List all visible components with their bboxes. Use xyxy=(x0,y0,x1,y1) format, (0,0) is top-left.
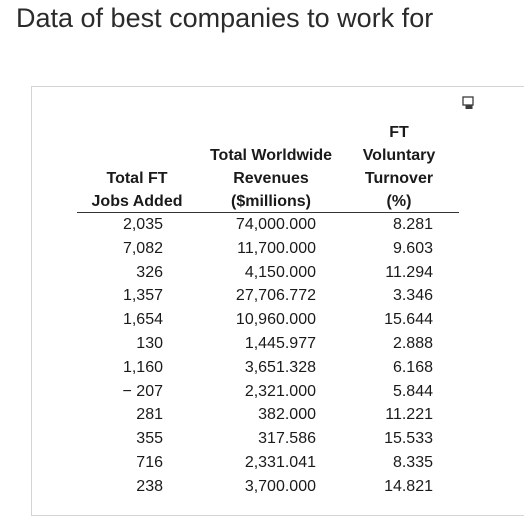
jobs-added-cell: 2,035 xyxy=(122,216,163,233)
revenues-cell: 11,700.000 xyxy=(237,240,316,257)
turnover-cell: 6.168 xyxy=(392,359,433,376)
jobs-added-cell: 1,654 xyxy=(122,311,163,328)
turnover-cell: 3.346 xyxy=(392,287,433,304)
revenues-cell: 3,700.000 xyxy=(244,478,316,495)
header-turnover-line4: (%) xyxy=(386,193,412,210)
revenues-cell: 10,960.000 xyxy=(235,311,316,328)
turnover-cell: 2.888 xyxy=(392,335,433,352)
jobs-added-cell: 130 xyxy=(136,335,163,352)
revenues-cell: 27,706.772 xyxy=(235,287,316,304)
revenues-cell: 4,150.000 xyxy=(244,264,316,281)
turnover-cell: 9.603 xyxy=(392,240,433,257)
header-revenues-line2: Revenues xyxy=(233,170,309,187)
turnover-cell: 15.533 xyxy=(384,430,433,447)
header-jobs-added-line2: Jobs Added xyxy=(91,193,183,210)
jobs-added-cell: 1,357 xyxy=(122,287,163,304)
jobs-added-cell: − 207 xyxy=(122,383,163,400)
turnover-cell: 15.644 xyxy=(384,311,433,328)
turnover-cell: 11.294 xyxy=(385,264,433,281)
jobs-added-cell: 238 xyxy=(136,478,163,495)
turnover-cell: 8.335 xyxy=(392,454,433,471)
jobs-added-cell: 1,160 xyxy=(122,359,163,376)
page-title: Data of best companies to work for xyxy=(16,3,434,33)
revenues-cell: 2,321.000 xyxy=(244,383,316,400)
turnover-cell: 8.281 xyxy=(392,216,433,233)
turnover-cell: 11.221 xyxy=(385,406,433,423)
turnover-cell: 5.844 xyxy=(392,383,433,400)
jobs-added-cell: 326 xyxy=(136,264,163,281)
header-turnover-line1: FT xyxy=(389,124,409,141)
revenues-cell: 74,000.000 xyxy=(235,216,316,233)
revenues-cell: 2,331.041 xyxy=(244,454,316,471)
turnover-cell: 14.821 xyxy=(384,478,433,495)
revenues-cell: 317.586 xyxy=(258,430,316,447)
revenues-cell: 3,651.328 xyxy=(244,359,316,376)
copy-icon[interactable] xyxy=(462,96,476,110)
jobs-added-cell: 281 xyxy=(136,406,163,423)
revenues-cell: 382.000 xyxy=(258,406,316,423)
header-turnover-line3: Turnover xyxy=(364,170,434,187)
header-turnover-line2: Voluntary xyxy=(362,147,436,164)
revenues-cell: 1,445.977 xyxy=(244,335,316,352)
header-revenues-line3: ($millions) xyxy=(230,193,311,210)
jobs-added-cell: 355 xyxy=(136,430,163,447)
header-revenues-line1: Total Worldwide xyxy=(209,147,333,164)
jobs-added-cell: 716 xyxy=(136,454,163,471)
jobs-added-cell: 7,082 xyxy=(122,240,163,257)
header-jobs-added-line1: Total FT xyxy=(106,170,168,187)
